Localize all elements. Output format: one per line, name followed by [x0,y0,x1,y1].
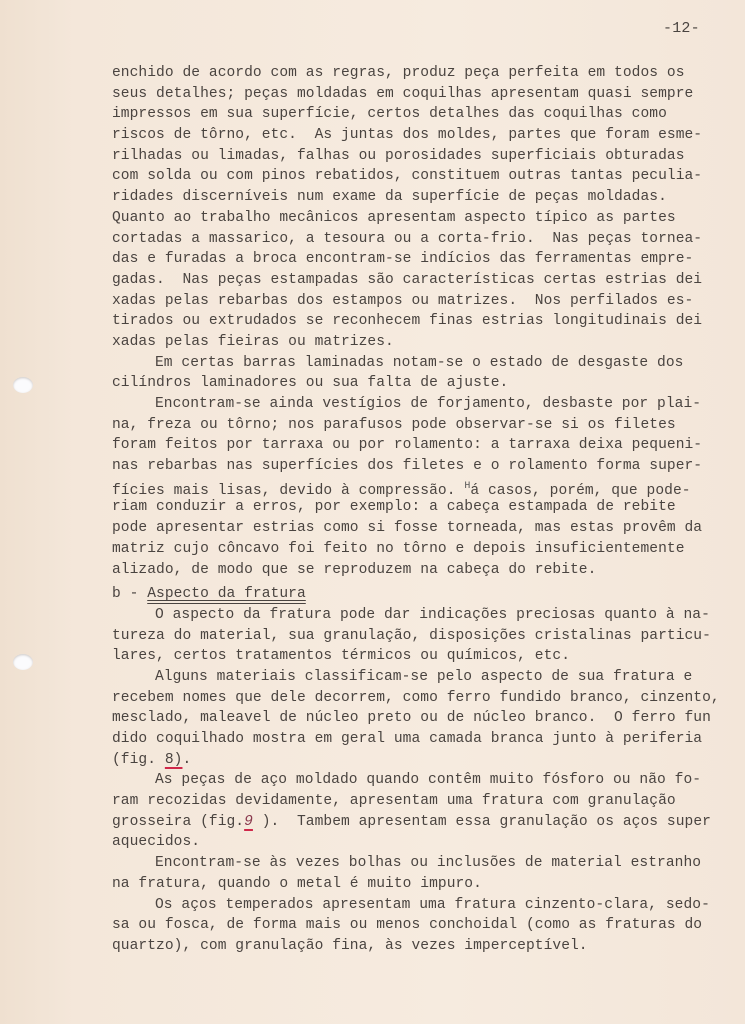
text-line: cilíndros laminadores ou sua falta de ajuste. [112,375,509,392]
text-line: alizado, de modo que se reproduzem na cabeça do rebite. [112,561,597,578]
section-title: Aspecto da fratura [147,586,306,603]
text-line: riam conduzir a erros, por exemplo: a cabeça estampada de rebite [112,499,676,516]
text-line: tirados ou extrudados se reconhecem finas estrias longitudinais dei [112,313,703,330]
text-line: enchido de acordo com as regras, produz peça perfeita em todos os [112,65,685,81]
text-line: com solda ou com pinos rebatidos, constituem outras tantas peculia- [112,168,703,185]
text-line: pode apresentar estrias como si fosse torneada, mas estas provêm da [112,520,703,537]
text-line [112,477,712,498]
text-line [112,812,712,833]
text-line: recebem nomes que dele decorrem, como ferro fundido branco, cinzento, [112,689,720,706]
text-line: Encontram-se às vezes bolhas ou inclusões de material estranho [155,855,702,872]
text-line: Alguns materiais classificam-se pelo aspecto de sua fratura e [155,668,693,685]
text-line: matriz cujo côncavo foi feito no tôrno e depois insuficientemente [112,540,685,557]
document-body [112,63,720,957]
figure-reference: 8) [164,751,183,768]
text-line: xadas pelas rebarbas dos estampos ou matrizes. Nos perfilados es- [112,292,694,309]
text-line: das e furadas a broca encontram-se indícios das ferramentas empre- [112,251,694,268]
text-line [112,750,712,771]
text-line: cortadas a massarico, a tesoura ou a corta-frio. Nas peças tornea- [112,230,703,247]
text-line: foram feitos por tarraxa ou por rolamento: a tarraxa deixa pequeni- [112,437,703,454]
text-line: quartzo), com granulação fina, às vezes imperceptível. [112,937,588,954]
text-line: As peças de aço moldado quando contêm muito fósforo ou não fo- [155,772,702,789]
page-number: -12- [663,20,700,37]
text-line: dido coquilhado mostra em geral uma camada branca junto à periferia [112,731,703,747]
section-label: b - [112,586,148,603]
text-span: fícies mais lisas, devido à compressão. [112,482,465,499]
text-span: ). Tambem apresentam essa granulação os aços super [252,813,711,830]
text-line: na fratura, quando o metal é muito impuro. [112,875,482,892]
text-line: xadas pelas fieiras ou matrizes. [112,333,394,350]
text-line: tureza do material, sua granulação, disposições cristalinas particu- [112,627,711,644]
section-heading [112,584,712,605]
text-line: mesclado, maleavel de núcleo preto ou de núcleo branco. O ferro fun [112,710,711,727]
text-line: nas rebarbas nas superfícies dos filetes e o rolamento forma super- [112,458,703,475]
text-line: O aspecto da fratura pode dar indicações preciosas quanto à na- [155,606,710,623]
text-line: sa ou fosca, de forma mais ou menos conchoidal (como as fraturas do [112,917,703,934]
text-line: Quanto ao trabalho mecânicos apresentam aspecto típico as partes [112,209,676,226]
text-span: grosseira (fig. [112,813,245,830]
text-span: . [182,751,192,768]
punch-hole [13,654,33,670]
text-line: ridades discerníveis num exame da superfície de peças moldadas. [112,189,667,206]
punch-hole [13,377,33,393]
handwritten-correction: H [464,480,471,492]
text-line: na, freza ou tôrno; nos parafusos pode observar-se si os filetes [112,416,676,433]
text-line: Em certas barras laminadas notam-se o estado de desgaste dos [155,354,684,371]
text-line: ram recozidas devidamente, apresentam uma fratura com granulação [112,793,676,810]
text-line: riscos de tôrno, etc. As juntas dos moldes, partes que foram esme- [112,127,703,144]
text-line: gadas. Nas peças estampadas são características certas estrias dei [112,271,703,288]
text-line: Encontram-se ainda vestígios de forjamento, desbaste por plai- [155,396,702,412]
text-line: seus detalhes; peças moldadas em coquilhas apresentam quasi sempre [112,85,694,102]
text-span: (fig. [112,751,165,768]
figure-reference-handwritten: 9 [244,813,253,830]
text-line: lares, certos tratamentos térmicos ou químicos, etc. [112,648,570,665]
text-line: aquecidos. [112,834,201,851]
text-span: á casos, porém, que pode- [470,482,691,499]
text-line: impressos em sua superfície, certos detalhes das coquilhas como [112,106,667,123]
text-line: Os aços temperados apresentam uma fratura cinzento-clara, sedo- [155,896,710,913]
text-line: rilhadas ou limadas, falhas ou porosidades superficiais obturadas [112,147,685,164]
